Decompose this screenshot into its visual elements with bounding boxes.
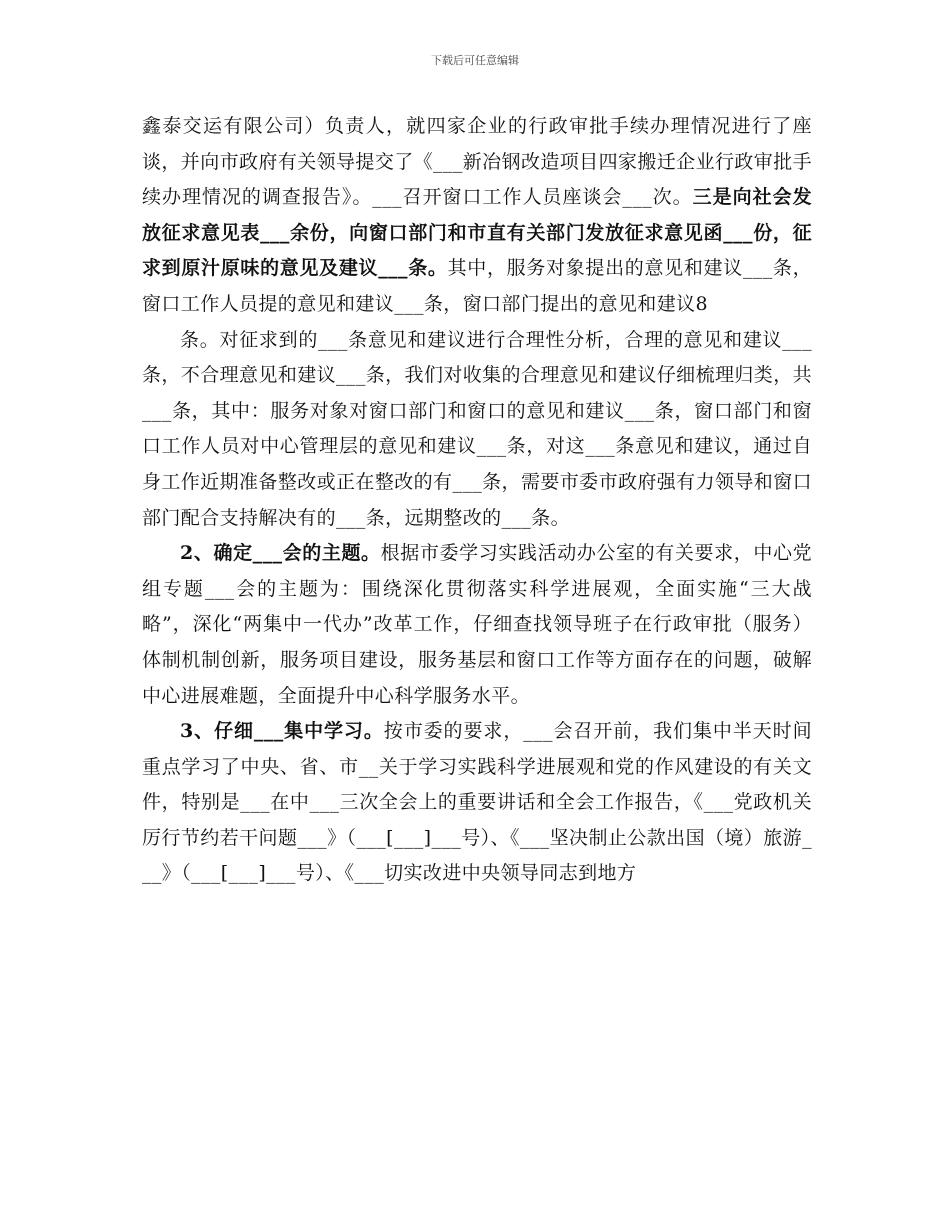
text-run: 按市委的要求，___会召开前，我们集中半天时间重点学习了中央、省、市__关于学习实践科学进展观和党的作风建设的有关文件，特别是___在中___三次全会上的重要讲话和全会工作报告，《___党政机关厉行节约若干问题___》（___[___]___号）、《___坚决制止公款出国（境）旅游___》（___[___]___号）、《___切实改进中央领导同志到地方 [142, 720, 812, 885]
section-heading: 2、确定___会的主题。 [180, 542, 381, 565]
paragraph-2 [142, 323, 812, 537]
bold-text-run: 三是向社会发放征求意见表___余份，向窗口部门和市直有关部门发放征求意见函___份，征求到原汁原味的意见及建议___条。 [142, 186, 812, 280]
section-heading: 3、仔细___集中学习。 [180, 720, 384, 743]
text-run: 条。对征求到的___条意见和建议进行合理性分析，合理的意见和建议___条，不合理意见和建议___条，我们对收集的合理意见和建议仔细梳理归类，共___条，其中：服务对象对窗口部门和窗口的意见和建议___条，窗口部门和窗口工作人员对中心管理层的意见和建议___条，对这___条意见和建议，通过自身工作近期准备整改或正在整改的有___条，需要市委市政府强有力领导和窗口部门配合支持解决有的___条，远期整改的___条。 [142, 328, 812, 529]
paragraph-4 [142, 714, 812, 892]
text-run: 鑫泰交运有限公司）负责人，就四家企业的行政审批手续办理情况进行了座谈，并向市政府有关领导提交了《___新冶钢改造项目四家搬迁企业行政审批手续办理情况的调查报告》。___召开窗口工作人员座谈会___次。 [142, 115, 812, 209]
page-header: 下载后可任意编辑 [431, 54, 519, 67]
document-body [142, 109, 812, 892]
paragraph-1 [142, 109, 812, 323]
text-run: 根据市委学习实践活动办公室的有关要求，中心党组专题___会的主题为：围绕深化贯彻落实科学进展观，全面实施“三大战略”，深化“两集中一代办”改革工作，仔细查找领导班子在行政审批（服务）体制机制创新，服务项目建设，服务基层和窗口工作等方面存在的问题，破解中心进展难题，全面提升中心科学服务水平。 [142, 542, 812, 707]
text-run: 其中，服务对象提出的意见和建议___条，窗口工作人员提的意见和建议___条，窗口部门提出的意见和建议8 [142, 257, 812, 315]
paragraph-3 [142, 536, 812, 714]
